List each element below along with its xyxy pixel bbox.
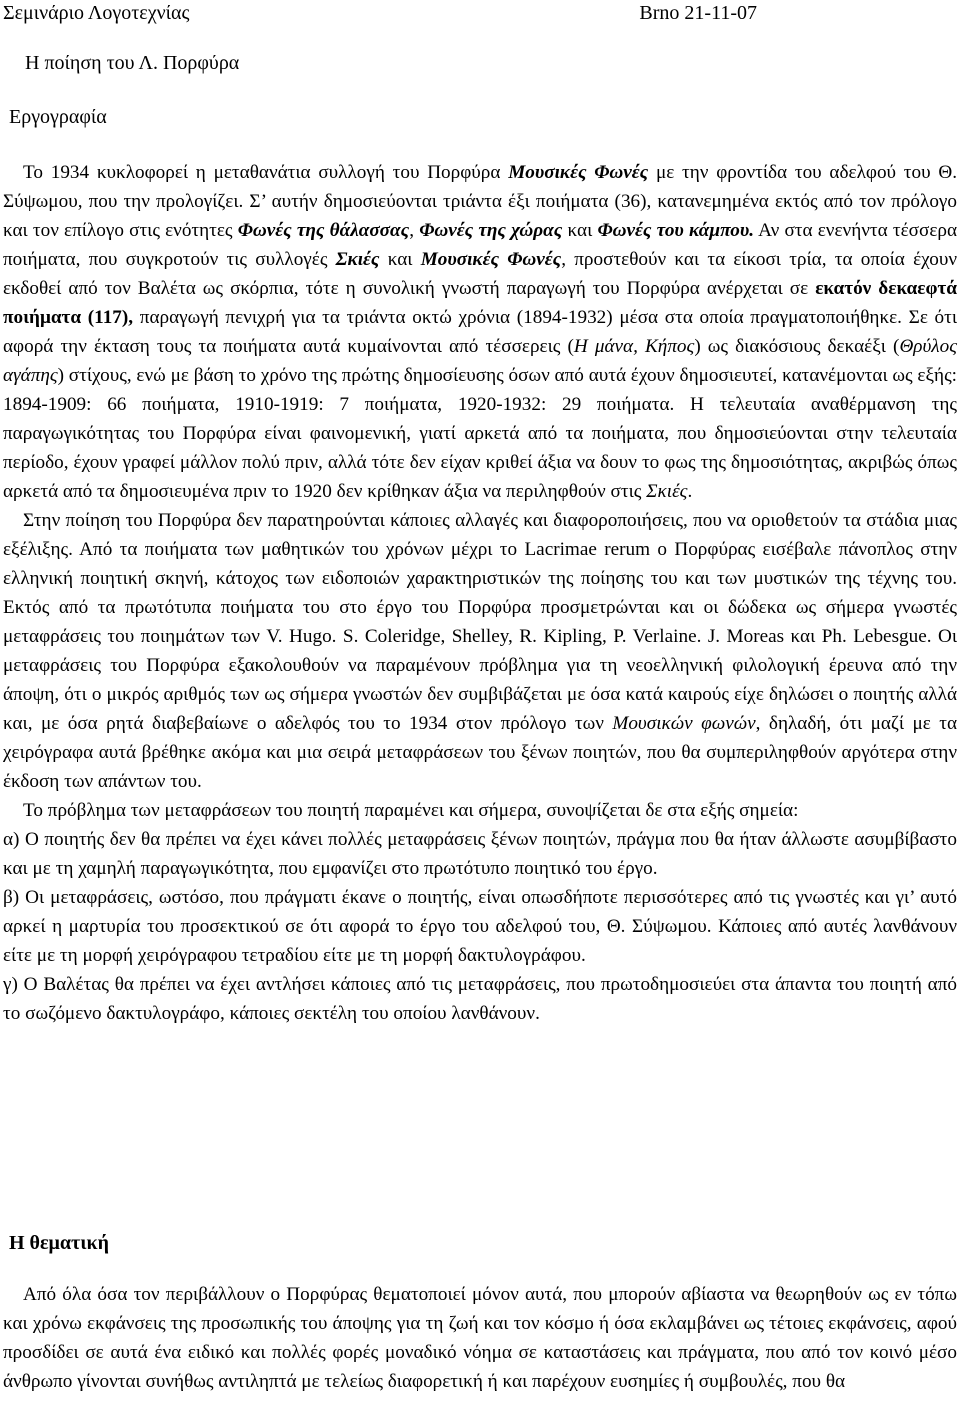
header-date: Brno 21-11-07 bbox=[639, 2, 757, 24]
paragraph-1: Το 1934 κυκλοφορεί η μεταθανάτια συλλογή του Πορφύρα Μουσικές Φωνές με την φροντίδα του αδελφού του Θ. Σύψωμου, που την προλογίζει. Σ’ αυτήν δημοσιεύονται τριάντα έξι ποιήματα (36), κατανεμημένα εκτός από τον πρόλογο και τον επίλογο στις ενότητες Φωνές της θάλασσας, Φωνές της χώρας και Φωνές του κάμπου. Αν στα ενενήντα τέσσερα ποιήματα, που συγκροτούν τις συλλογές Σκιές και Μουσικές Φωνές, προστεθούν και τα είκοσι τρία, τα οποία έχουν εκδοθεί από τον Βαλέτα ως σκόρπια, τότε η συνολική γνωστή παραγωγή του Πορφύρα ανέρχεται σε εκατόν δεκαεφτά ποιήματα (117), παραγωγή πενιχρή για τα τριάντα οκτώ χρόνια (1894-1932) μέσα στα οποία πραγματοποιήθηκε. Σε ότι αφορά την έκταση τους τα ποιήματα αυτά κυμαίνονται από τέσσερεις (Η μάνα, Κήπος) ως διακόσιους δεκαέξι (Θρύλος αγάπης) στίχους, ενώ με βάση το χρόνο της πρώτης δημοσίευσης όσων από αυτά έχουν δημοσιευτεί, κατανέμονται ως εξής: 1894-1909: 66 ποιήματα, 1910-1919: 7 ποιήματα, 1920-1932: 29 ποιήματα. Η τελευταία αναθέρμανση της παραγωγικότητας του Πορφύρα είναι φαινομενική, γιατί αρκετά από τα ποιήματα, που δημοσιεύονται στην τελευταία περίοδο, έχουν γραφεί μάλλον πολύ πριν, αλλά τότε δεν είχαν κριθεί άξια να δουν το φως της δημοσιότητας, ακριβώς όπως αρκετά από τα δημοσιευμένα πριν το 1920 δεν κρίθηκαν άξια να περιληφθούν στις Σκιές. bbox=[3, 162, 958, 502]
list-item: γ) Ο Βαλέτας θα πρέπει να έχει αντλήσει κάποιες από τις μεταφράσεις, που πρωτοδημοσιεύει στα άπαντα του ποιητή από το σωζόμενο δακτυλογράφο, κάποιες σεκτέλη του οποίου λανθάνουν. bbox=[3, 974, 957, 1024]
section-heading-bibliography: Εργογραφία bbox=[9, 106, 107, 128]
list-item: β) Οι μεταφράσεις, ωστόσο, που πράγματι έκανε ο ποιητής, είναι οπωσδήποτε περισσότερες από τις γνωστές και γι’ αυτό αρκεί η μαρτυρία του προσεκτικού σε ότι αφορά το έργο του αδελφού του, Θ. Σύψωμου. Κάποιες από αυτές λανθάνουν είτε με τη μορφή χειρόγραφου τετραδίου είτε με τη μορφή δακτυλογράφου. bbox=[3, 887, 957, 966]
paragraph-bibliography bbox=[3, 158, 957, 1028]
header-course: Σεμινάριο Λογοτεχνίας bbox=[3, 2, 190, 24]
paragraph-2: Στην ποίηση του Πορφύρα δεν παρατηρούνται κάποιες αλλαγές και διαφοροποιήσεις, που να οριοθετούν τα στάδια μιας εξέλιξης. Από τα ποιήματα των μαθητικών του χρόνων μέχρι το Lacrimae rerum ο Πορφύρας εισέβαλε πάνοπλος στην ελληνική ποιητική σκηνή, κάτοχος των ειδοποιών χαρακτηριστικών της ποίησης του και των μυστικών της τέχνης του. Εκτός από τα πρωτότυπα ποιήματα του στο έργο του Πορφύρα προσμετρώνται και οι δώδεκα ως σήμερα γνωστές μεταφράσεις του ποιημάτων των V. Hugo. S. Coleridge, Shelley, R. Kipling, P. Verlaine. J. Moreas και Ph. Lebesgue. Οι μεταφράσεις του Πορφύρα εξακολουθούν να παραμένουν πρόβλημα για τη νεοελληνική φιλολογική έρευνα από την άποψη, ότι ο μικρός αριθμός των ως σήμερα γνωστών δεν συμβιβάζεται με όσα κατά καιρούς είχε δηλώσει ο ποιητής αλλά και, με όσα ρητά διαβεβαίωνε ο αδελφός του το 1934 στον πρόλογο των Μουσικών φωνών, δηλαδή, ότι μαζί με τα χειρόγραφα αυτά βρέθηκε ακόμα και μια σειρά μεταφράσεων του ξένων ποιητών, που θα συμπεριληφθούν αργότερα στην έκδοση των απάντων του. bbox=[3, 510, 958, 792]
document-title: Η ποίηση του Λ. Πορφύρα bbox=[25, 52, 240, 74]
page-header bbox=[3, 0, 957, 26]
paragraph-3: Το πρόβλημα των μεταφράσεων του ποιητή παραμένει και σήμερα, συνοψίζεται δε στα εξής σημεία: bbox=[23, 800, 799, 821]
list-item: α) Ο ποιητής δεν θα πρέπει να έχει κάνει πολλές μεταφράσεις ξένων ποιητών, πράγμα που θα ήταν άλλωστε ασυμβίβαστο και με τη χαμηλή παραγωγικότητα, που εμφανίζει στο πρωτότυπο ποιητικό του έργο. bbox=[3, 829, 957, 879]
paragraph-4: Από όλα όσα τον περιβάλλουν ο Πορφύρας θεματοποιεί μόνον αυτά, που μπορούν αβίαστα να θεωρηθούν ως εν τόπω και χρόνω εκφάνσεις της προσωπικής του άποψης για τη ζωή και τον κόσμο ή όσα εκλαμβάνει ως τέτοιες εκφάνσεις, αφού προσδίδει σε αυτά ένα ειδικό και πολλές φορές μοναδικό νόημα σε καταστάσεις και πράγματα, που από τον κοινό μέσο άνθρωπο γίνονται συνήθως αντιληπτά με τελείως διαφορετική ή και παρέχουν ευσημίες ή συμβουλές, που θα bbox=[3, 1284, 957, 1392]
paragraph-themes bbox=[3, 1280, 957, 1396]
section-heading-themes: Η θεματική bbox=[9, 1232, 109, 1254]
